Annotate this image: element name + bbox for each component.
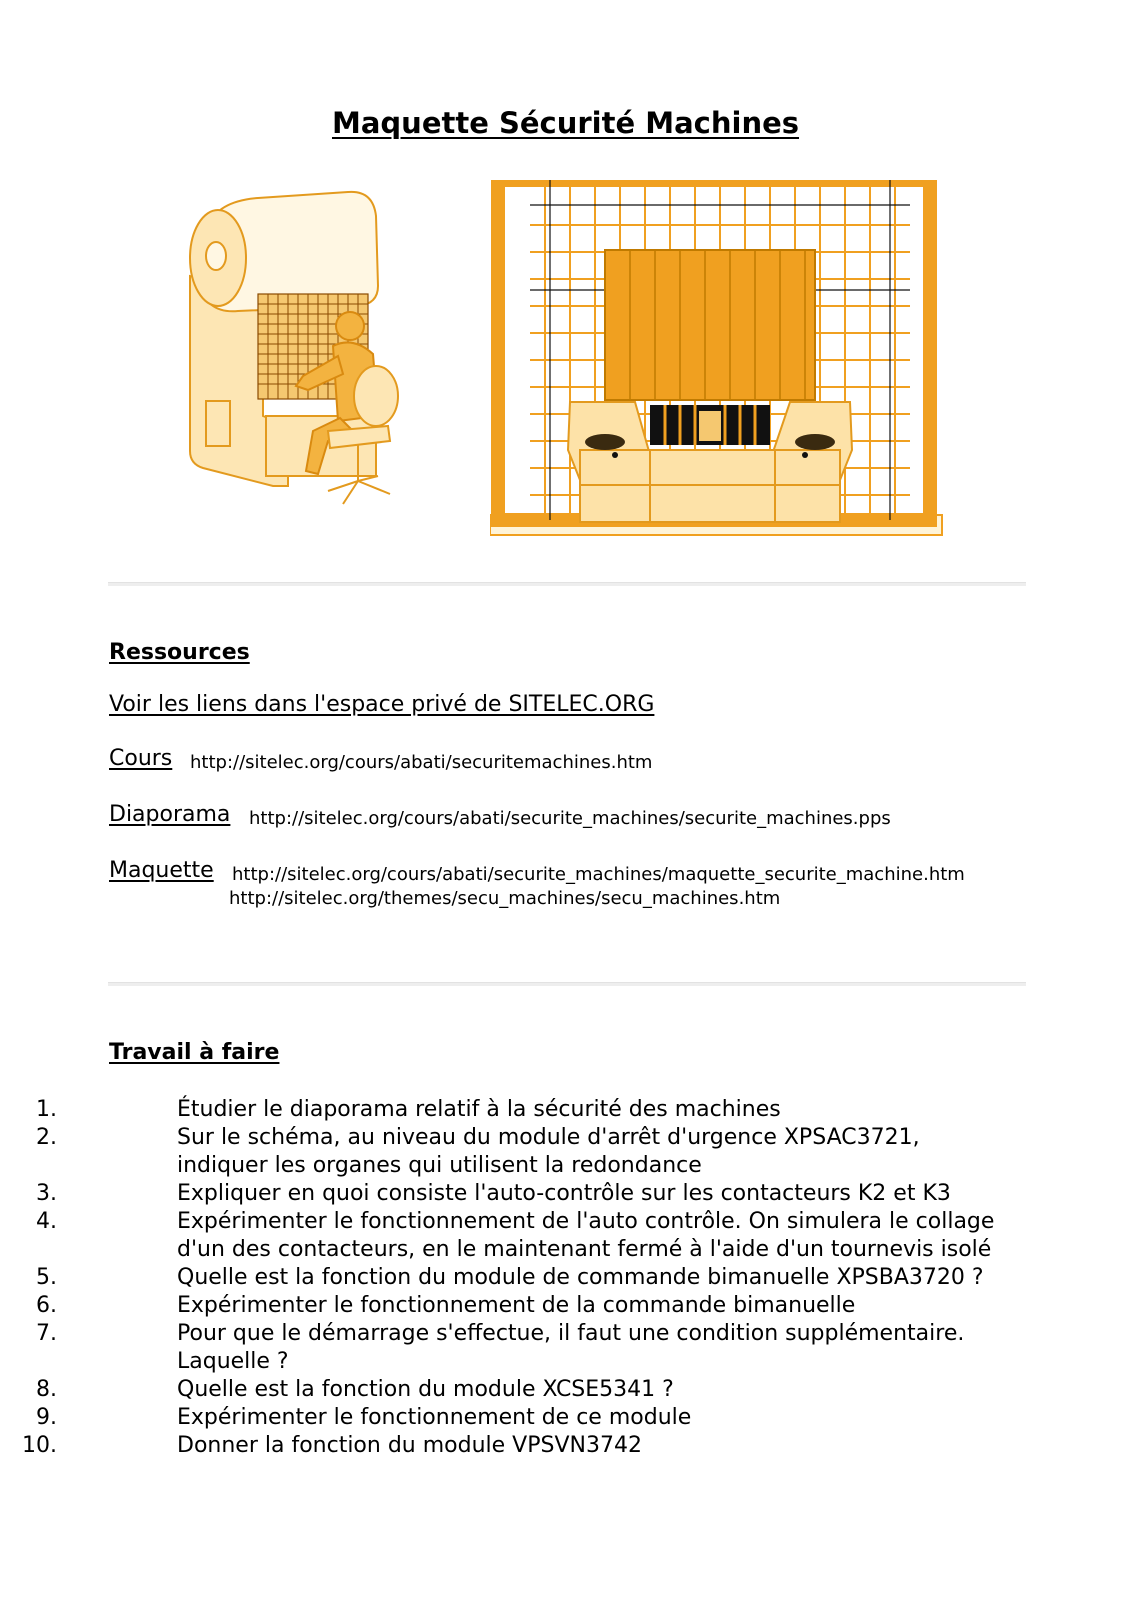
work-heading: Travail à faire <box>109 1040 280 1065</box>
list-item <box>0 1208 1047 1264</box>
maquette-link[interactable]: Maquette <box>109 858 214 883</box>
cours-url: http://sitelec.org/cours/abati/securitemachines.htm <box>190 752 653 773</box>
list-item-text: Étudier le diaporama relatif à la sécurité des machines <box>177 1097 781 1122</box>
list-item <box>0 1292 1047 1320</box>
cours-link[interactable]: Cours <box>109 746 173 771</box>
diaporama-url: http://sitelec.org/cours/abati/securite_machines/securite_machines.pps <box>249 808 891 829</box>
list-number: 8. <box>36 1377 57 1402</box>
list-item-text: Quelle est la fonction du module XCSE5341 ? <box>177 1377 674 1402</box>
list-item-text: Expérimenter le fonctionnement de la commande bimanuelle <box>177 1293 856 1318</box>
resources-heading: Ressources <box>109 640 250 665</box>
list-number: 1. <box>36 1097 57 1122</box>
list-number: 7. <box>36 1321 57 1346</box>
diaporama-link[interactable]: Diaporama <box>109 802 231 827</box>
list-item-text: d'un des contacteurs, en le maintenant fermé à l'aide d'un tournevis isolé <box>177 1237 992 1262</box>
maquette-url-secondary: http://sitelec.org/themes/secu_machines/secu_machines.htm <box>229 888 781 909</box>
list-item <box>0 1264 1047 1292</box>
list-item-text: Expérimenter le fonctionnement de l'auto contrôle. On simulera le collage <box>177 1209 995 1234</box>
list-item <box>0 1180 1047 1208</box>
list-item <box>0 1320 1047 1376</box>
page-title: Maquette Sécurité Machines <box>331 106 800 140</box>
maquette-url: http://sitelec.org/cours/abati/securite_machines/maquette_securite_machine.htm <box>232 864 965 885</box>
list-item-text: indiquer les organes qui utilisent la redondance <box>177 1153 702 1178</box>
list-number: 9. <box>36 1405 57 1430</box>
sitelec-private-space-link[interactable]: Voir les liens dans l'espace privé de SITELEC.ORG <box>109 692 655 717</box>
task-list <box>0 1096 1131 1460</box>
press-machine-illustration <box>178 186 408 516</box>
list-item-text: Quelle est la fonction du module de commande bimanuelle XPSBA3720 ? <box>177 1265 984 1290</box>
list-item <box>0 1404 1047 1432</box>
list-item-text: Pour que le démarrage s'effectue, il faut une condition supplémentaire. <box>177 1321 965 1346</box>
list-item <box>0 1376 1047 1404</box>
safety-fence-illustration <box>490 180 954 544</box>
list-item <box>0 1432 1047 1460</box>
list-item <box>0 1124 1047 1180</box>
list-item-text: Donner la fonction du module VPSVN3742 <box>177 1433 642 1458</box>
list-number: 3. <box>36 1181 57 1206</box>
list-number: 4. <box>36 1209 57 1234</box>
list-item-text: Expérimenter le fonctionnement de ce module <box>177 1405 692 1430</box>
list-number: 2. <box>36 1125 57 1150</box>
list-number: 5. <box>36 1265 57 1290</box>
list-item-text: Sur le schéma, au niveau du module d'arrêt d'urgence XPSAC3721, <box>177 1125 920 1150</box>
divider <box>108 582 1026 586</box>
list-item-text: Laquelle ? <box>177 1349 289 1374</box>
list-number: 10. <box>22 1433 57 1458</box>
list-item <box>0 1096 1047 1124</box>
divider <box>108 982 1026 986</box>
list-number: 6. <box>36 1293 57 1318</box>
list-item-text: Expliquer en quoi consiste l'auto-contrôle sur les contacteurs K2 et K3 <box>177 1181 951 1206</box>
